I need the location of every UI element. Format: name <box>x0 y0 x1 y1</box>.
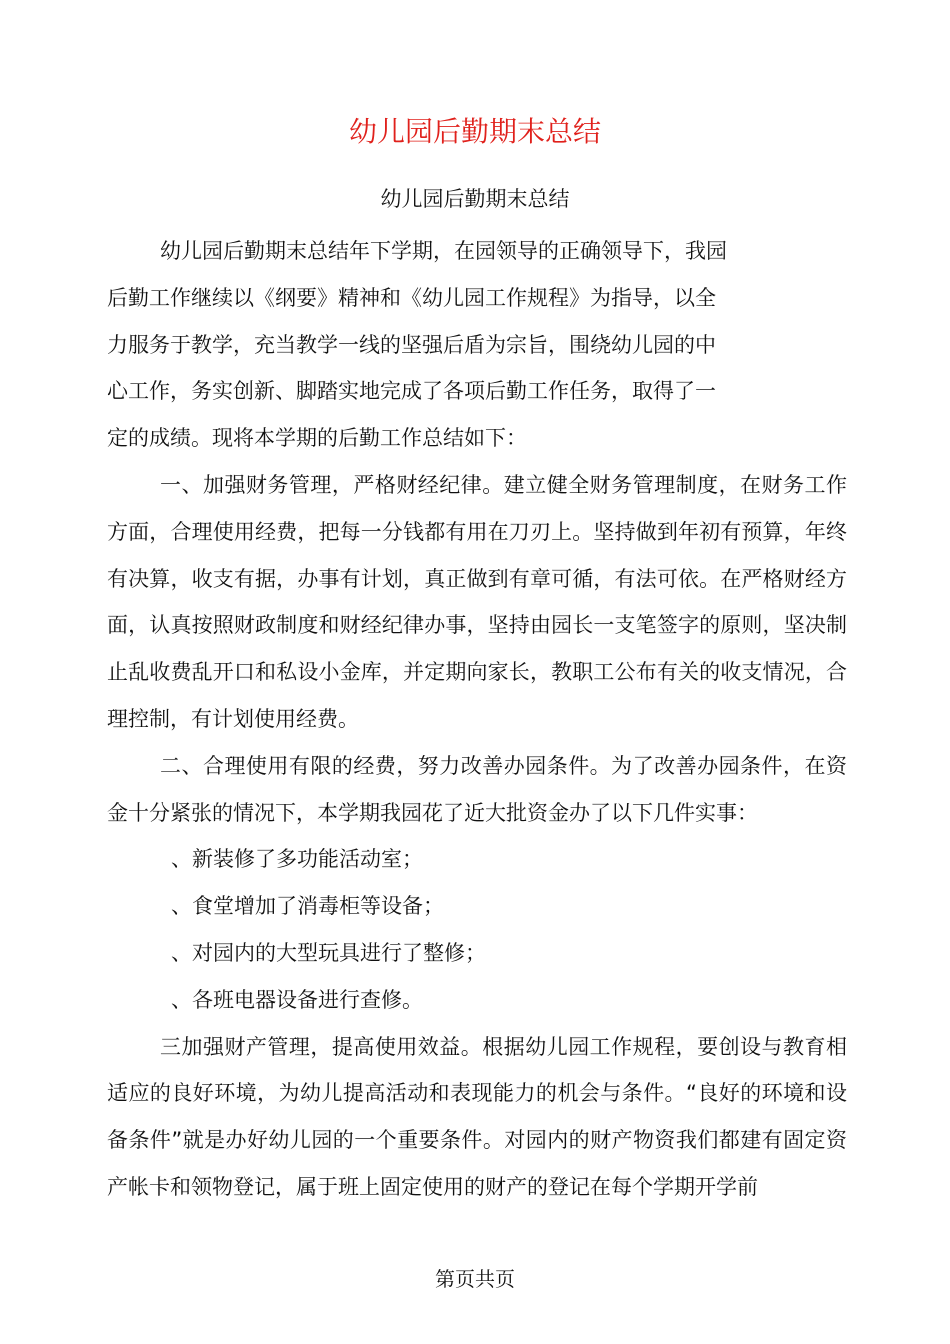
list-item: 、食堂增加了消毒柜等设备； <box>171 894 444 919</box>
intro-paragraph: 幼儿园后勤期末总结年下学期，在园领导的正确领导下，我园后勤工作继续以《纲要》精神和《幼儿园工作规程》为指导，以全力服务于教学，充当教学一线的坚强后盾为宗旨，围绕幼儿园的中心工作，务实创新、脚踏实地完成了各项后勤工作任务，取得了一定的成绩。现将本学期的后勤工作总结如下： <box>107 239 727 451</box>
section-3-paragraph: 三加强财产管理，提高使用效益。根据幼儿园工作规程，要创设与教育相适应的良好环境，为幼儿提高活动和表现能力的机会与条件。“良好的环境和设备条件”就是办好幼儿园的一个重要条件。对园内的财产物资我们都建有固定资产帐卡和领物登记，属于班上固定使用的财产的登记在每个学期开学前 <box>107 1034 847 1199</box>
list-item: 、各班电器设备进行查修。 <box>171 987 423 1012</box>
document-body <box>107 228 847 1211</box>
list-item: 、新装修了多功能活动室； <box>171 847 423 872</box>
section-1-paragraph: 一、加强财务管理，严格财经纪律。建立健全财务管理制度，在财务工作方面，合理使用经费，把每一分钱都有用在刀刃上。坚持做到年初有预算，年终有决算，收支有据，办事有计划，真正做到有章可循，有法可依。在严格财经方面，认真按照财政制度和财经纪律办事，坚持由园长一支笔签字的原则，坚决制止乱收费乱开口和私设小金库，并定期向家长，教职工公布有关的收支情况，合理控制，有计划使用经费。 <box>107 472 847 731</box>
page-footer: 第页共页 <box>435 1267 515 1291</box>
section-2-paragraph: 二、合理使用有限的经费，努力改善办园条件。为了改善办园条件，在资金十分紧张的情况下，本学期我园花了近大批资金办了以下几件实事： <box>107 753 847 825</box>
document-title: 幼儿园后勤期末总结 <box>348 115 601 148</box>
list-item: 、对园内的大型玩具进行了整修； <box>171 940 486 965</box>
document-subtitle: 幼儿园后勤期末总结 <box>380 187 570 211</box>
